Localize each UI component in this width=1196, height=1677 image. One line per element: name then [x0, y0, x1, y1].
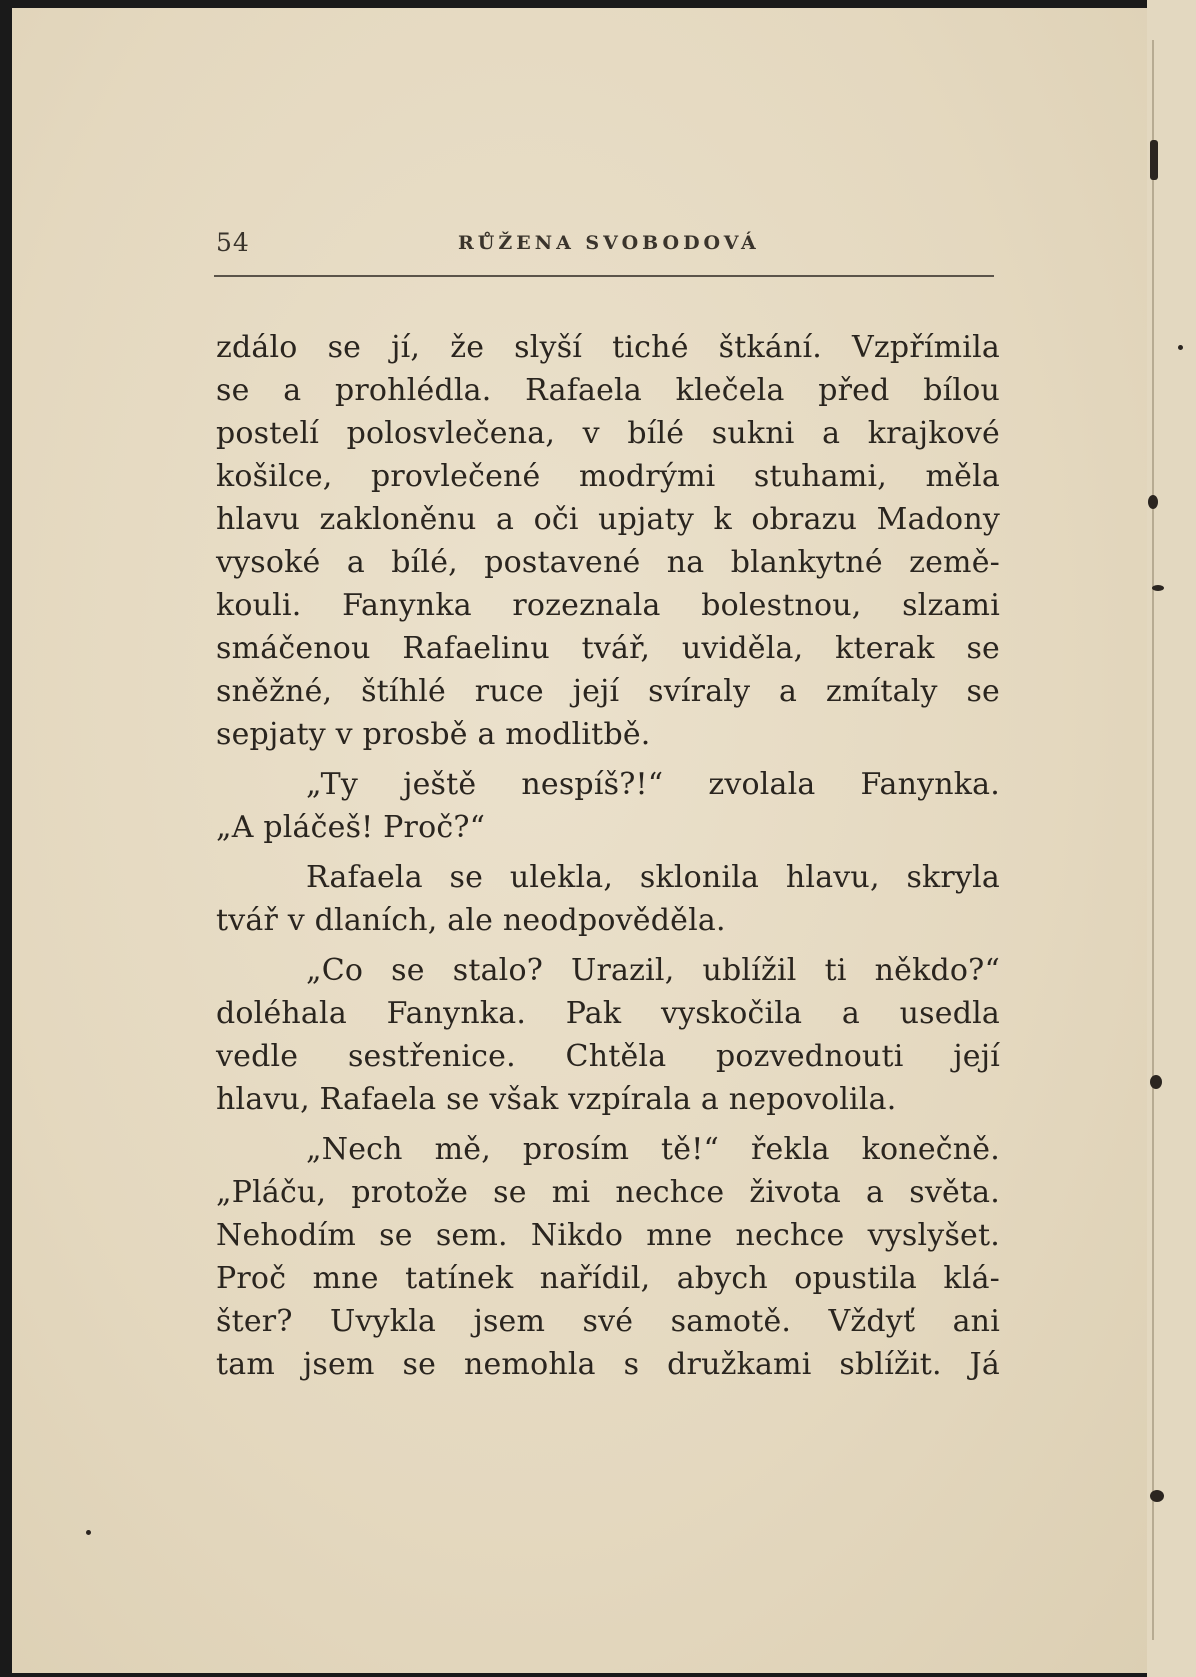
ink-speck [1152, 585, 1164, 591]
page-number: 54 [216, 228, 250, 257]
text-line: se a prohlédla. Rafaela klečela před bílou [216, 373, 1000, 408]
ink-speck [1150, 1490, 1164, 1502]
text-line: vysoké a bílé, postavené na blankytné země- [216, 545, 1000, 580]
text-line: Rafaela se ulekla, sklonila hlavu, skryla [306, 860, 1000, 895]
header-rule [214, 275, 994, 277]
ink-speck [1148, 495, 1158, 509]
text-line: doléhala Fanynka. Pak vyskočila a usedla [216, 996, 1000, 1031]
text-line: „Pláču, protože se mi nechce života a světa. [216, 1175, 1000, 1210]
paragraph [216, 856, 1000, 942]
ink-speck [1150, 1075, 1162, 1089]
text-line: hlavu zakloněnu a oči upjaty k obrazu Madony [216, 502, 1000, 537]
paragraph [216, 949, 1000, 1121]
text-line: vedle sestřenice. Chtěla pozvednouti její [216, 1039, 1000, 1074]
text-line: Nehodím se sem. Nikdo mne nechce vyslyšet. [216, 1218, 1000, 1253]
text-line: „Nech mě, prosím tě!“ řekla konečně. [306, 1132, 1000, 1167]
text-line: Proč mne tatínek nařídil, abych opustila klá- [216, 1261, 1000, 1296]
running-head [216, 228, 996, 258]
text-line: kouli. Fanynka rozeznala bolestnou, slzami [216, 588, 1000, 623]
text-line: „A pláčeš! Proč?“ [216, 810, 486, 845]
page-gutter-line [1152, 40, 1154, 1640]
ink-speck [1150, 140, 1158, 180]
text-line: tvář v dlaních, ale neodpověděla. [216, 903, 726, 938]
paragraph [216, 763, 1000, 849]
text-line: sepjaty v prosbě a modlitbě. [216, 717, 651, 752]
body-text [216, 326, 1000, 1386]
text-line: „Ty ještě nespíš?!“ zvolala Fanynka. [306, 767, 1000, 802]
text-line: košilce, provlečené modrými stuhami, měla [216, 459, 1000, 494]
text-line: hlavu, Rafaela se však vzpírala a nepovolila. [216, 1082, 897, 1117]
text-line: sněžné, štíhlé ruce její svíraly a zmítaly se [216, 674, 1000, 709]
text-line: „Co se stalo? Urazil, ublížil ti někdo?“ [306, 953, 1000, 988]
ink-speck [86, 1530, 91, 1535]
paragraph [216, 1128, 1000, 1386]
running-title: RŮŽENA SVOBODOVÁ [458, 232, 760, 254]
text-line: smáčenou Rafaelinu tvář, uviděla, kterak se [216, 631, 1000, 666]
adjacent-page-edge [1147, 0, 1196, 1677]
text-line: tam jsem se nemohla s družkami sblížit. Já [216, 1347, 1000, 1382]
paragraph [216, 326, 1000, 756]
text-line: zdálo se jí, že slyší tiché štkání. Vzpřímila [216, 330, 1000, 365]
text-line: postelí polosvlečena, v bílé sukni a krajkové [216, 416, 1000, 451]
ink-speck [1178, 345, 1183, 350]
text-line: šter? Uvykla jsem své samotě. Vždyť ani [216, 1304, 1000, 1339]
